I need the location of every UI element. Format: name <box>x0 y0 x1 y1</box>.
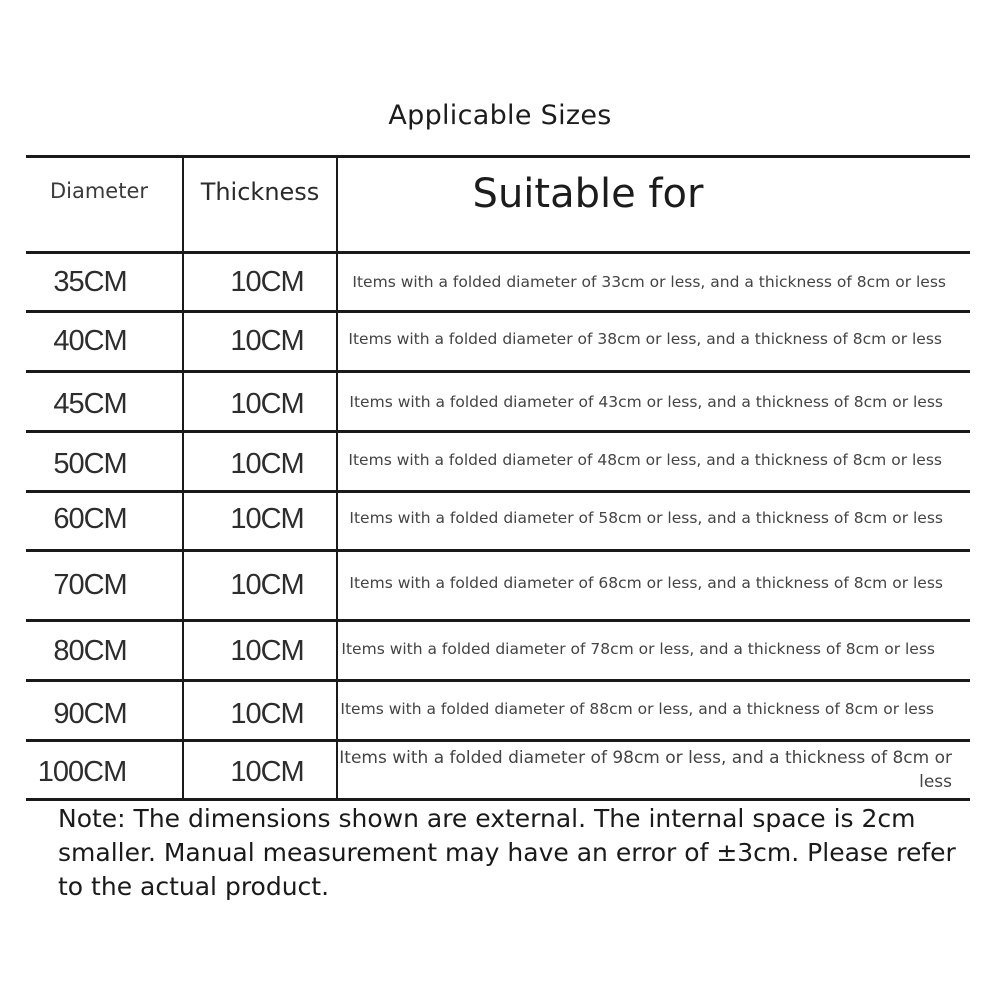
header-suitable-for: Suitable for <box>472 171 704 217</box>
cell-diameter: 80CM <box>53 634 127 667</box>
cell-thickness: 10CM <box>230 569 304 601</box>
cell-thickness: 10CM <box>230 265 304 298</box>
cell-diameter: 90CM <box>53 697 127 730</box>
cell-thickness: 10CM <box>230 502 304 535</box>
cell-suitable-for: Items with a folded diameter of 98cm or less, and a thickness of 8cm or less <box>339 748 952 792</box>
cell-thickness: 10CM <box>230 447 304 480</box>
cell-suitable-for: Items with a folded diameter of 58cm or less, and a thickness of 8cm or less <box>349 509 943 527</box>
cell-suitable-for: Items with a folded diameter of 38cm or less, and a thickness of 8cm or less <box>348 330 942 348</box>
cell-suitable-for: Items with a folded diameter of 88cm or less, and a thickness of 8cm or less <box>340 700 934 718</box>
cell-suitable-for: Items with a folded diameter of 68cm or less, and a thickness of 8cm or less <box>349 574 943 592</box>
note-text: Note: The dimensions shown are external. The internal space is 2cm smaller. Manual measurement may have an error of ±3cm. Please refer to the actual product. <box>58 804 956 901</box>
cell-diameter: 45CM <box>53 387 127 420</box>
cell-suitable-for: Items with a folded diameter of 48cm or less, and a thickness of 8cm or less <box>348 451 942 469</box>
cell-thickness: 10CM <box>230 387 304 420</box>
cell-diameter: 50CM <box>53 447 127 480</box>
cell-diameter: 100CM <box>37 755 127 788</box>
header-thickness: Thickness <box>200 178 320 206</box>
page-title: Applicable Sizes <box>388 100 612 131</box>
cell-thickness: 10CM <box>230 755 304 788</box>
cell-thickness: 10CM <box>230 325 304 357</box>
table-rule <box>26 798 970 801</box>
cell-suitable-for: Items with a folded diameter of 43cm or less, and a thickness of 8cm or less <box>349 392 943 411</box>
header-diameter: Diameter <box>49 179 149 203</box>
cell-diameter: 70CM <box>53 569 127 601</box>
cell-diameter: 35CM <box>53 265 127 298</box>
cell-diameter: 60CM <box>53 502 127 535</box>
cell-thickness: 10CM <box>230 634 304 667</box>
cell-suitable-for: Items with a folded diameter of 78cm or less, and a thickness of 8cm or less <box>341 640 935 658</box>
cell-suitable-for: Items with a folded diameter of 33cm or less, and a thickness of 8cm or less <box>352 273 946 291</box>
cell-thickness: 10CM <box>230 697 304 730</box>
cell-diameter: 40CM <box>53 325 127 357</box>
